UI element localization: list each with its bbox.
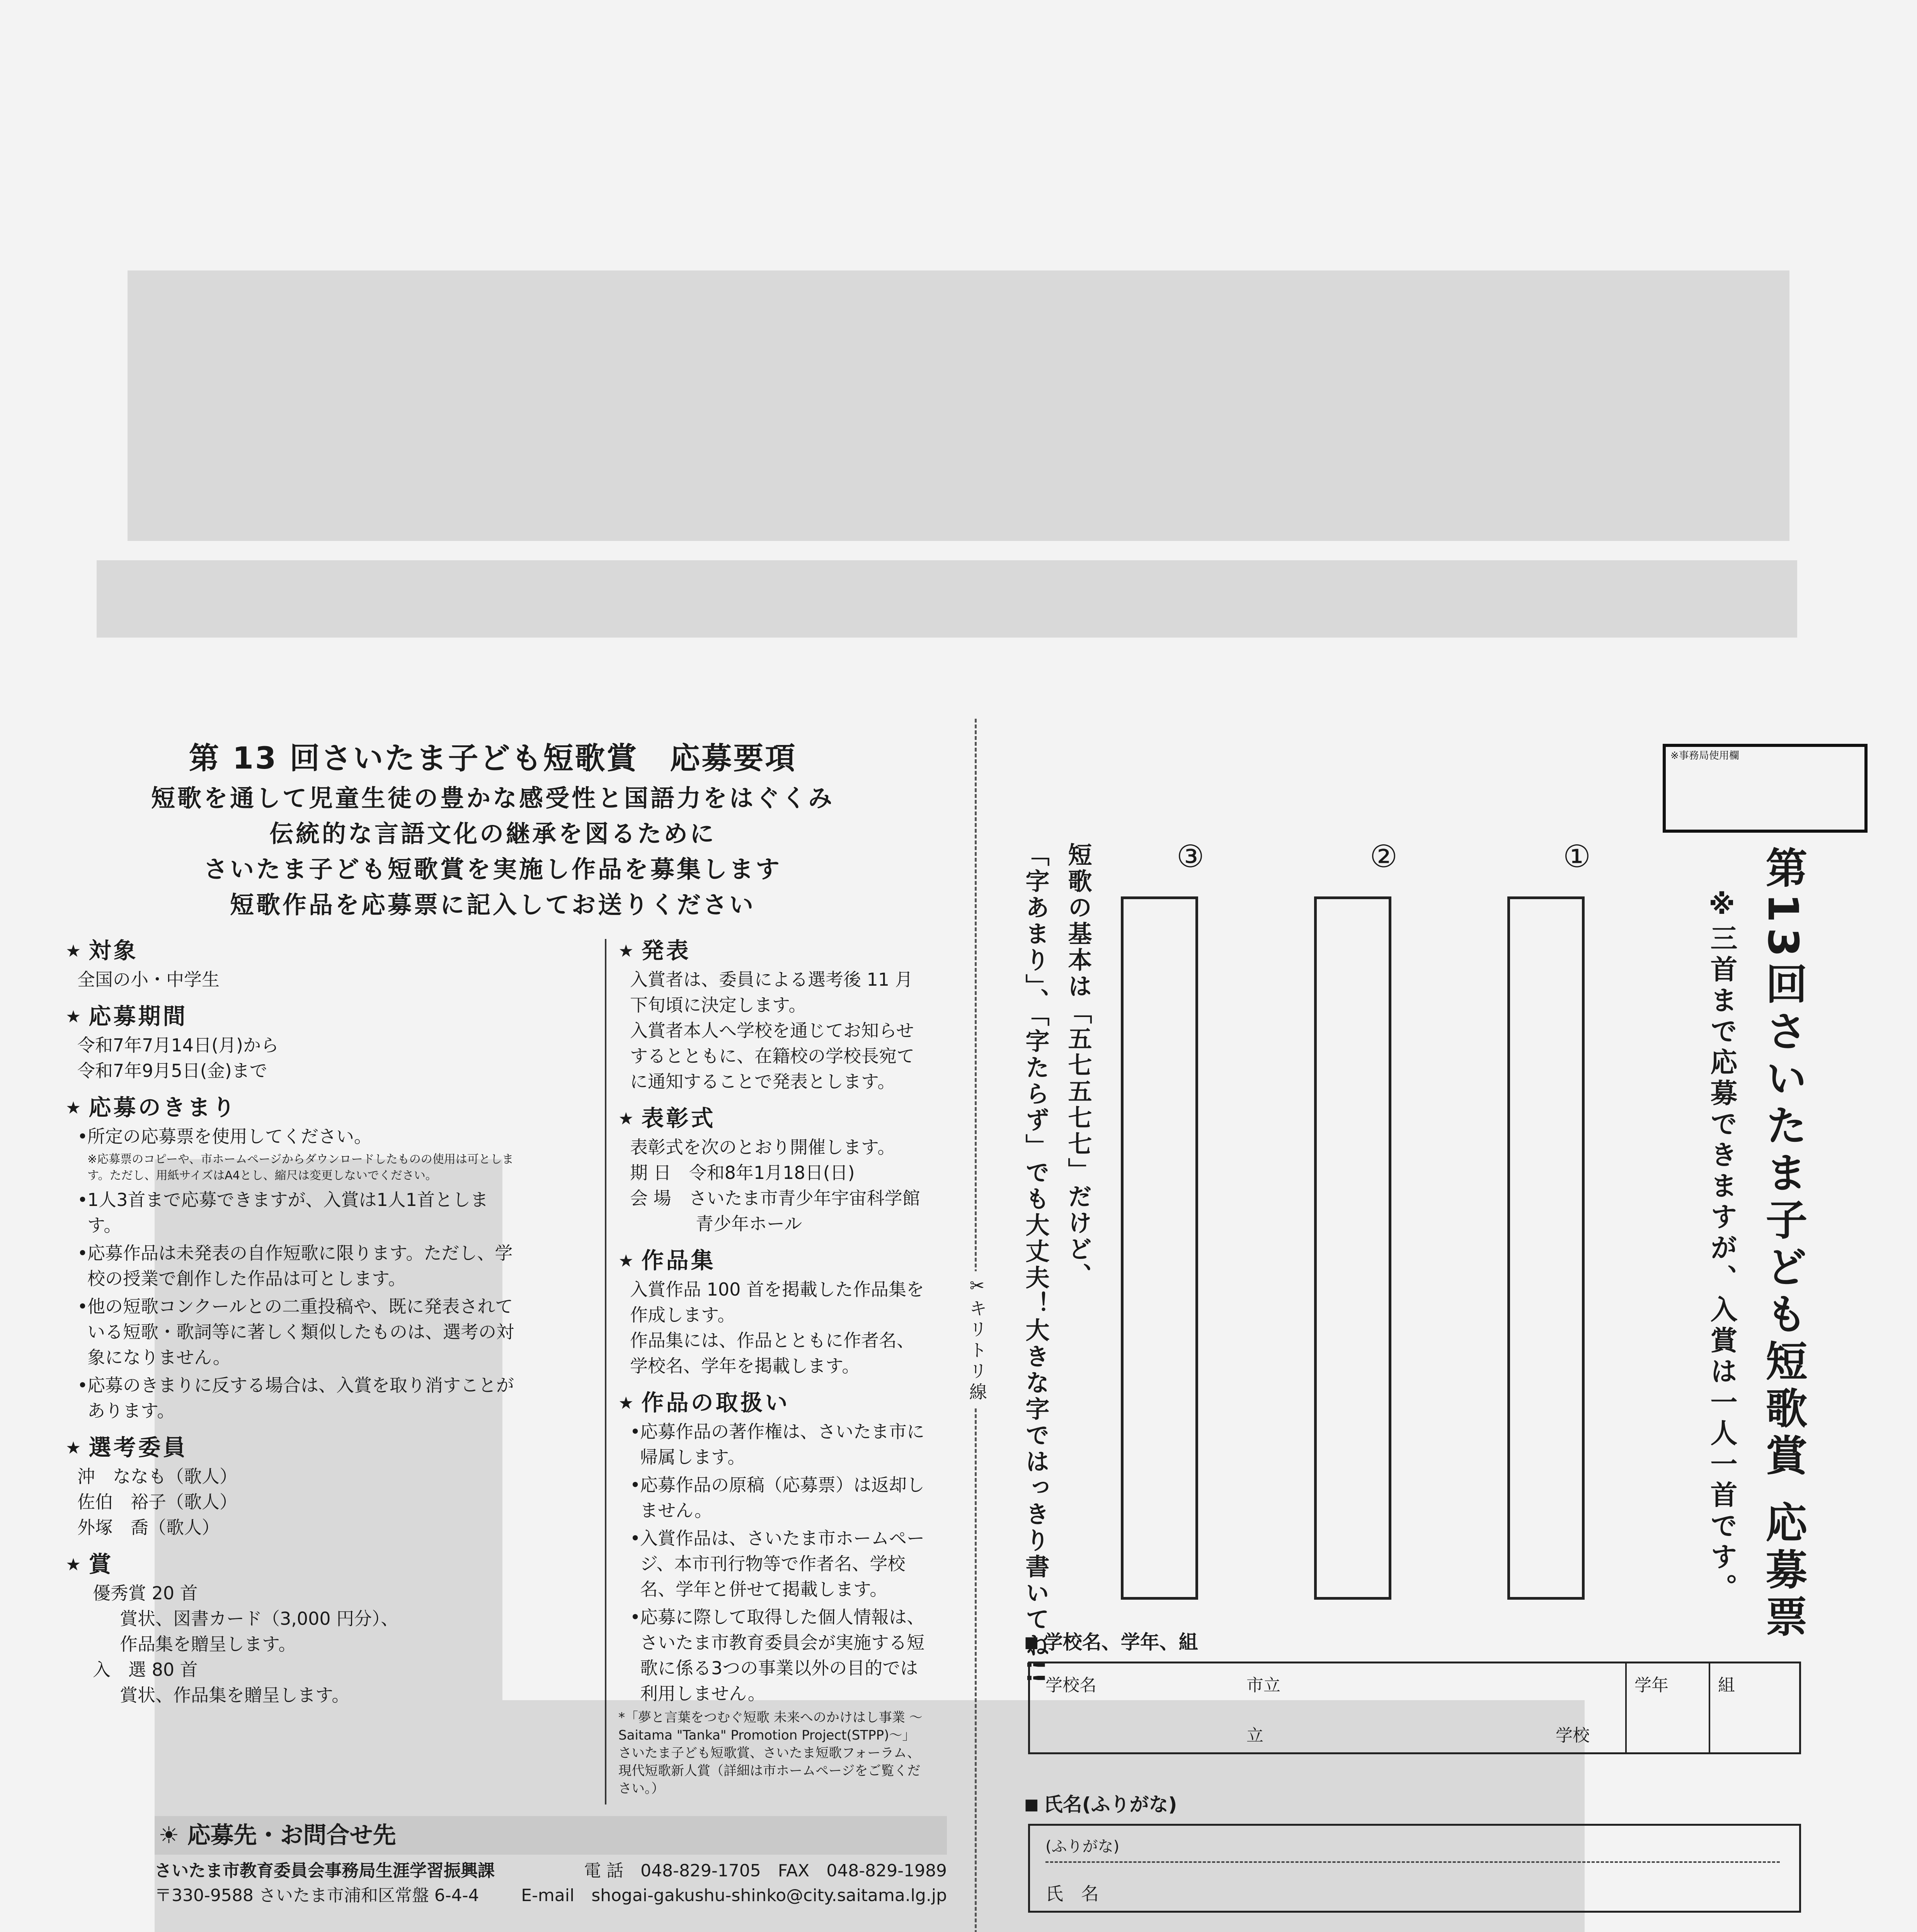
name-label: 氏 名: [1045, 1883, 1099, 1904]
guide-title: 第 13 回さいたま子ども短歌賞 応募要項: [189, 741, 797, 776]
section-collection: [618, 1245, 928, 1379]
form-note: ※三首まで応募できますが、入賞は一人一首です。: [1706, 889, 1738, 1604]
handling-list: [618, 1419, 928, 1706]
section-heading: ★ 発表: [618, 935, 928, 967]
contact-info: [155, 1859, 947, 1908]
contact-address: 〒330-9588 さいたま市浦和区常盤 6-4-4: [155, 1886, 479, 1905]
target-text: 全国の小・中学生: [77, 969, 220, 990]
office-use-label: ※事務局使用欄: [1670, 750, 1739, 762]
grade-label: 学年: [1634, 1675, 1668, 1695]
ceremony-venue-label: 会 場: [630, 1188, 671, 1209]
ceremony-intro: 表彰式を次のとおり開催します。: [630, 1137, 896, 1158]
section-period: [66, 1001, 514, 1083]
column-divider: [605, 939, 606, 1804]
furigana-input[interactable]: [1169, 1837, 1772, 1859]
list-item: • 所定の応募票を使用してください。: [77, 1124, 514, 1149]
cut-line-label: [964, 1271, 990, 1407]
list-item: • 応募作品は未発表の自作短歌に限ります。ただし、学校の授業で創作した作品は可とします。: [77, 1240, 514, 1291]
entry-number: ②: [1370, 838, 1398, 874]
judge-role: （歌人）: [166, 1466, 237, 1487]
judge-row: [66, 1489, 514, 1515]
intro-line: 伝統的な言語文化の継承を図るために: [269, 820, 716, 848]
guide-left-column: [66, 935, 514, 1716]
sun-icon: ☀: [158, 1822, 179, 1849]
ceremony-date-value: 令和8年1月18日(日): [689, 1162, 855, 1183]
grade-cell[interactable]: [1625, 1663, 1710, 1752]
judge-role: （歌人）: [166, 1492, 237, 1512]
section-judges: [66, 1432, 514, 1540]
email-label: E-mail: [521, 1886, 575, 1905]
contact-row: [155, 1859, 947, 1883]
list-item: • 他の短歌コンクールとの二重投稿や、既に発表されている短歌・歌詞等に著しく類似したものは、選考の対象になりません。: [77, 1294, 514, 1370]
cut-line-text: キリトリ線: [967, 1299, 987, 1403]
ceremony-venue: [618, 1185, 928, 1211]
tel-value: 048-829-1705: [640, 1861, 761, 1881]
tanka-tip-1: 短歌の基本は「五七五七七」だけど、: [1064, 842, 1092, 1289]
section-rules: [66, 1092, 514, 1423]
prize-selected-desc: 賞状、作品集を贈呈します。: [120, 1685, 350, 1706]
list-item: • 入賞作品は、さいたま市ホームページ、本市刊行物等で作者名、学校名、学年と併せて掲載します。: [630, 1526, 928, 1602]
section-prize: [66, 1549, 514, 1708]
judge-row: [66, 1464, 514, 1489]
judge-name: 沖 ななも: [77, 1466, 166, 1487]
section-ceremony: [618, 1103, 928, 1236]
furigana-divider: [1045, 1861, 1780, 1863]
section-heading: ★ 表彰式: [618, 1103, 928, 1134]
period-end: 令和7年9月5日(金)まで: [77, 1060, 267, 1081]
tanka-entry-1-box[interactable]: [1507, 896, 1585, 1600]
prize-excellent: 優秀賞 20 首: [93, 1583, 198, 1604]
intro-line: さいたま子ども短歌賞を実施し作品を募集します: [203, 855, 782, 883]
name-box: [1028, 1824, 1801, 1913]
section-heading: ★ 選考委員: [66, 1432, 514, 1464]
section-target: [66, 935, 514, 992]
section-heading: ★ 作品集: [618, 1245, 928, 1277]
class-cell[interactable]: [1710, 1663, 1800, 1752]
period-start: 令和7年7月14日(月)から: [77, 1035, 279, 1056]
email-link[interactable]: shogai-gakushu-shinko@city.saitama.lg.jp: [591, 1886, 947, 1905]
collection-text: 入賞作品 100 首を掲載した作品集を作成します。: [630, 1279, 924, 1325]
judge-name: 外塚 喬: [77, 1517, 148, 1538]
contact-phone: [584, 1859, 947, 1883]
scissors-icon: ✂: [967, 1275, 987, 1299]
class-label: 組: [1718, 1675, 1735, 1695]
name-section-label: ■ 氏名(ふりがな): [1024, 1789, 1177, 1817]
ceremony-date-label: 期 日: [630, 1162, 671, 1183]
form-title: 第13回さいたま子ども短歌賞 応募票: [1759, 846, 1807, 1642]
rules-list: [66, 1124, 514, 1423]
contact-row: [155, 1883, 947, 1908]
section-handling: [618, 1387, 928, 1798]
contact-heading: 応募先・お問合せ先: [187, 1822, 396, 1849]
list-item: • 応募作品の著作権は、さいたま市に帰属します。: [630, 1419, 928, 1470]
section-heading: ★ 賞: [66, 1549, 514, 1580]
announce-text: 入賞者は、委員による選考後 11 月下旬頃に決定します。: [630, 969, 913, 1015]
judge-row: [66, 1515, 514, 1540]
intro-line: 短歌を通して児童生徒の豊かな感受性と国語力をはぐくみ: [151, 784, 834, 812]
ritsu-label: 立: [1246, 1726, 1263, 1745]
furigana-label: (ふりがな): [1045, 1838, 1120, 1855]
ceremony-date: [618, 1160, 928, 1185]
school-box: [1028, 1662, 1801, 1754]
prize-excellent-desc: 作品集を贈呈します。: [120, 1634, 296, 1655]
contact-org: さいたま市教育委員会事務局生涯学習振興課: [155, 1861, 495, 1881]
section-heading: ★ 対象: [66, 935, 514, 967]
city-label: 市立: [1246, 1675, 1280, 1695]
handling-note: *「夢と言葉をつむぐ短歌 未来へのかけはし事業 ～Saitama "Tanka" Promotion Project(STPP)～」さいたま子ども短歌賞、さいたま短歌フォーラム、現代短歌新人賞（詳細は市ホームページをご覧ください。）: [618, 1710, 923, 1796]
entry-number: ③: [1176, 838, 1204, 874]
ceremony-venue-value: さいたま市青少年宇宙科学館: [689, 1188, 920, 1209]
announce-text: 入賞者本人へ学校を通じてお知らせするとともに、在籍校の学校長宛てに通知することで発表とします。: [630, 1020, 914, 1092]
judge-name: 佐伯 裕子: [77, 1492, 166, 1512]
tanka-entry-2-box[interactable]: [1314, 896, 1391, 1600]
section-heading: ★ 応募期間: [66, 1001, 514, 1032]
fax-value: 048-829-1989: [826, 1861, 947, 1881]
fax-label: FAX: [778, 1861, 810, 1881]
prize-excellent-desc: 賞状、図書カード（3,000 円分）、: [120, 1608, 399, 1629]
tanka-tip-2: 「字あまり」、「字たらず」でも大丈夫！大きな字ではっきり書いてね!!: [1021, 842, 1050, 1686]
contact-header: [155, 1816, 947, 1855]
ceremony-venue-hall: 青少年ホール: [696, 1213, 802, 1234]
school-suffix-label: 学校: [1556, 1726, 1590, 1745]
tel-label: 電 話: [584, 1861, 624, 1881]
school-name-label: 学校名: [1045, 1675, 1096, 1695]
intro-line: 短歌作品を応募票に記入してお送りください: [230, 891, 756, 919]
section-heading: ★ 応募のきまり: [66, 1092, 514, 1124]
entry-number: ①: [1563, 838, 1591, 874]
guide-intro: [77, 781, 908, 923]
school-section-label: ■ 学校名、学年、組: [1024, 1627, 1198, 1655]
list-item: • 応募に際して取得した個人情報は、さいたま市教育委員会が実施する短歌に係る3つの事業以外の目的では利用しません。: [630, 1604, 928, 1706]
contact-email[interactable]: [521, 1883, 947, 1908]
judge-role: （歌人）: [148, 1517, 220, 1538]
school-name-cell[interactable]: [1030, 1663, 1625, 1752]
section-announce: [618, 935, 928, 1094]
list-item: • 応募作品の原稿（応募票）は返却しません。: [630, 1472, 928, 1523]
tanka-entry-3-box[interactable]: [1121, 896, 1198, 1600]
name-input[interactable]: [1169, 1872, 1772, 1907]
list-item: • 1人3首まで応募できますが、入賞は1人1首とします。: [77, 1187, 514, 1238]
guide-right-column: [618, 935, 928, 1806]
list-item: • 応募のきまりに反する場合は、入賞を取り消すことがあります。: [77, 1372, 514, 1423]
prize-selected: 入 選 80 首: [93, 1659, 198, 1680]
rules-note: ※応募票のコピーや、市ホームページからダウンロードしたものの使用は可とします。ただし、用紙サイズはA4とし、縮尺は変更しないでください。: [87, 1153, 514, 1182]
section-heading: ★ 作品の取扱い: [618, 1387, 928, 1419]
collection-text: 作品集には、作品とともに作者名、学校名、学年を掲載します。: [630, 1330, 914, 1376]
